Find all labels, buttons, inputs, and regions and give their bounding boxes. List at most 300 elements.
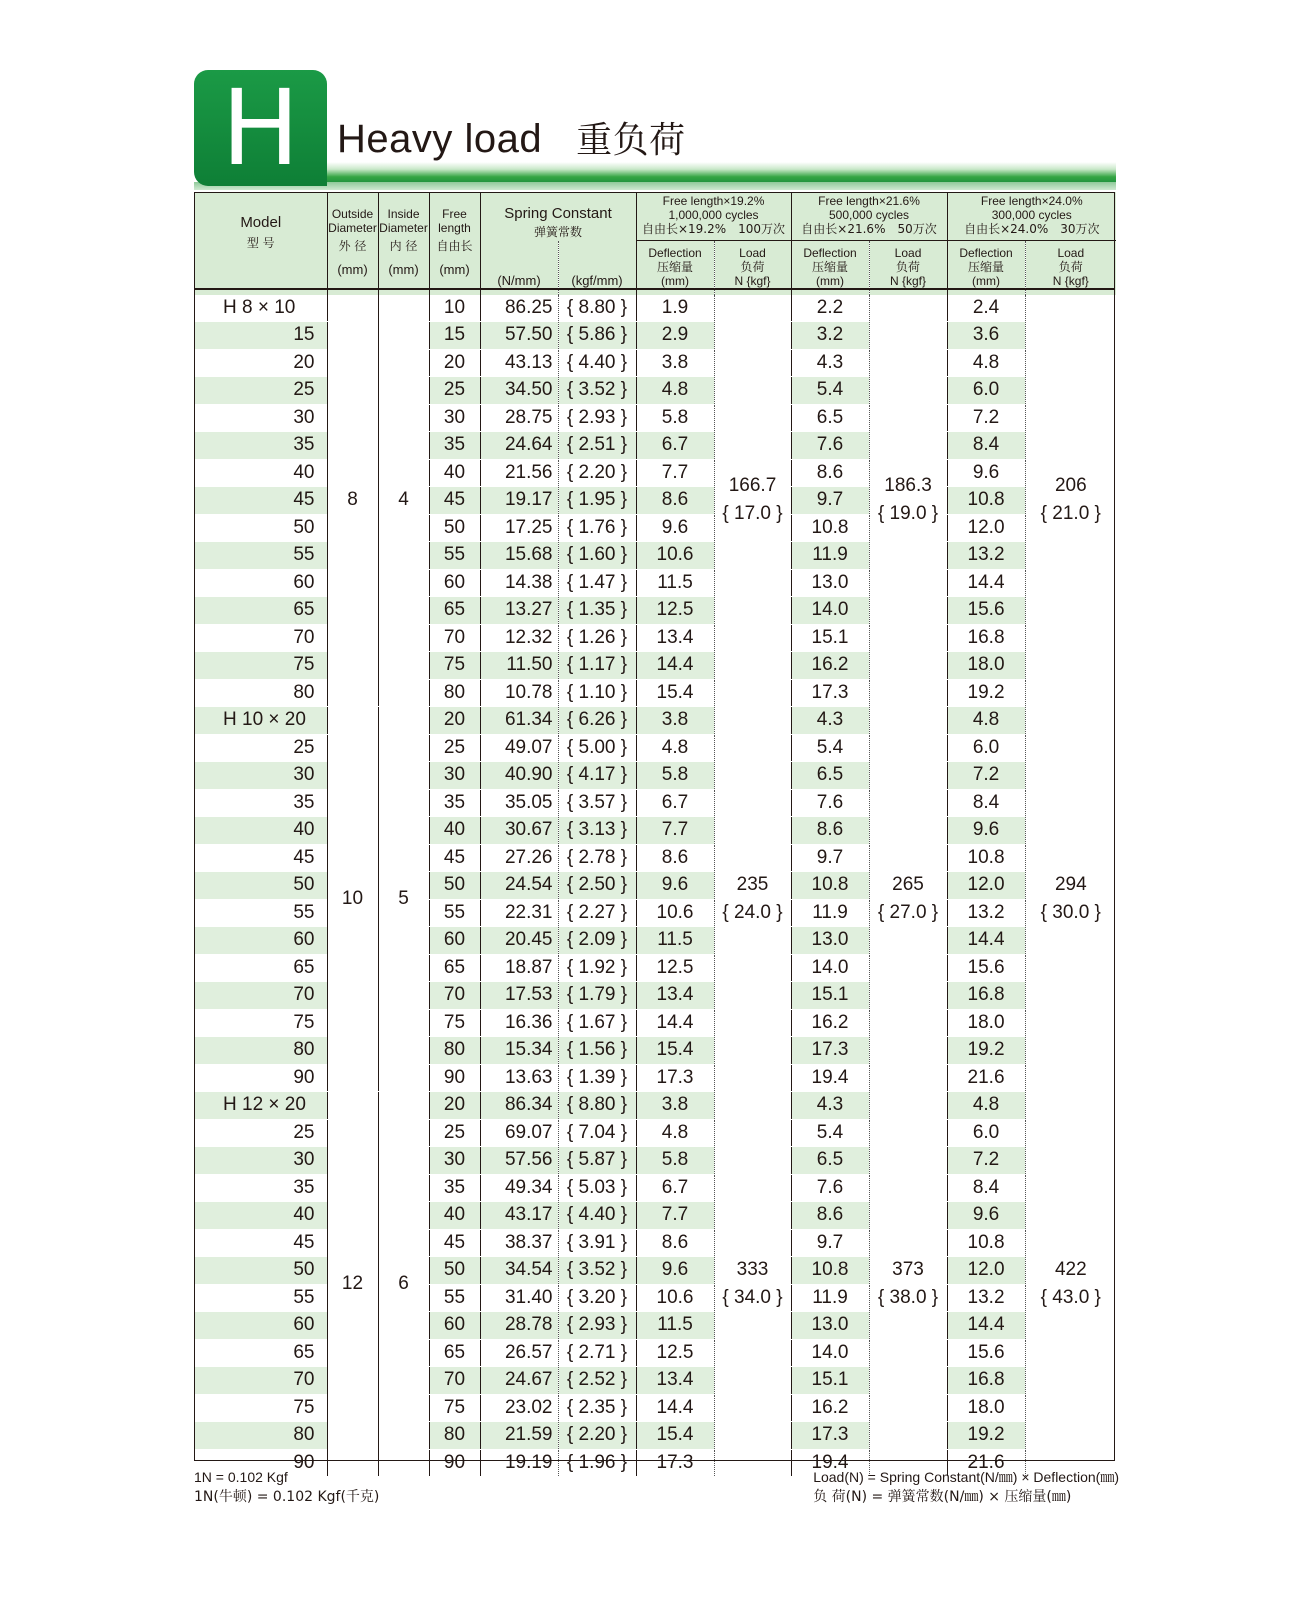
- deflection-cell-2: 6.5: [791, 404, 869, 432]
- model-cell: 80: [195, 1037, 327, 1065]
- deflection-cell-1: 10.6: [636, 542, 714, 570]
- deflection-cell-2: 2.2: [791, 295, 869, 322]
- load-cell-3: [1025, 707, 1116, 1092]
- spring-constant-n-cell: 30.67: [480, 817, 558, 845]
- col-spring-constant-n-unit: (N/mm): [480, 241, 558, 295]
- deflection-cell-2: 11.9: [791, 1284, 869, 1312]
- load-n-value: 422: [1054, 1259, 1087, 1280]
- model-cell: 60: [195, 569, 327, 597]
- deflection-cell-2: 16.2: [791, 1394, 869, 1422]
- model-cell: 25: [195, 734, 327, 762]
- free-length-cell: 10: [429, 295, 480, 322]
- group-header-3: Free length×24.0% 300,000 cycles 自由长×24.0% 30万次: [947, 192, 1116, 241]
- deflection-cell-2: 15.1: [791, 624, 869, 652]
- footer-formula-en: Load(N) = Spring Constant(N/㎜) × Deflection(㎜): [813, 1469, 1119, 1485]
- deflection-cell-2: 4.3: [791, 349, 869, 377]
- model-cell: 90: [195, 1449, 327, 1477]
- deflection-cell-3: 14.4: [947, 569, 1025, 597]
- col-deflection-3: Deflection 压缩量 (mm): [947, 241, 1025, 295]
- free-length-cell: 75: [429, 652, 480, 680]
- spring-constant-kgf-cell: { 2.71 }: [558, 1339, 636, 1367]
- deflection-cell-1: 17.3: [636, 1449, 714, 1477]
- spring-constant-n-cell: 10.78: [480, 679, 558, 707]
- model-cell: 45: [195, 1229, 327, 1257]
- free-length-cell: 65: [429, 1339, 480, 1367]
- spring-constant-kgf-cell: { 7.04 }: [558, 1119, 636, 1147]
- free-length-cell: 60: [429, 569, 480, 597]
- footer-formula: [813, 1467, 1119, 1507]
- model-cell: 50: [195, 1257, 327, 1285]
- deflection-cell-2: 19.4: [791, 1064, 869, 1092]
- spring-constant-n-cell: 27.26: [480, 844, 558, 872]
- free-length-cell: 90: [429, 1449, 480, 1477]
- free-length-cell: 50: [429, 514, 480, 542]
- category-letter-badge: H: [194, 70, 327, 186]
- spring-constant-n-cell: 57.50: [480, 322, 558, 350]
- deflection-cell-3: 8.4: [947, 432, 1025, 460]
- col-model: [195, 192, 327, 295]
- free-length-cell: 25: [429, 377, 480, 405]
- spring-constant-kgf-cell: { 8.80 }: [558, 1092, 636, 1120]
- free-length-cell: 70: [429, 624, 480, 652]
- spring-constant-kgf-cell: { 5.00 }: [558, 734, 636, 762]
- free-length-cell: 35: [429, 789, 480, 817]
- outside-diameter-cell: 8: [327, 295, 378, 707]
- deflection-cell-1: 14.4: [636, 652, 714, 680]
- spring-constant-n-cell: 38.37: [480, 1229, 558, 1257]
- load-cell-2: [869, 295, 947, 707]
- spring-constant-kgf-cell: { 2.50 }: [558, 872, 636, 900]
- spring-constant-n-cell: 34.50: [480, 377, 558, 405]
- outside-diameter-cell: 12: [327, 1092, 378, 1477]
- deflection-cell-2: 8.6: [791, 1202, 869, 1230]
- spring-constant-n-cell: 21.59: [480, 1422, 558, 1450]
- deflection-cell-3: 19.2: [947, 679, 1025, 707]
- model-cell: 30: [195, 762, 327, 790]
- load-n-value: 373: [892, 1259, 924, 1280]
- load-cell-1: [714, 707, 791, 1092]
- deflection-cell-2: 15.1: [791, 1367, 869, 1395]
- free-length-cell: 30: [429, 762, 480, 790]
- model-cell: 35: [195, 432, 327, 460]
- col-deflection-1: Deflection 压缩量 (mm): [636, 241, 714, 295]
- free-length-cell: 45: [429, 487, 480, 515]
- spring-constant-n-cell: 14.38: [480, 569, 558, 597]
- footer-note-en: 1N = 0.102 Kgf: [194, 1469, 288, 1485]
- model-cell: 35: [195, 1174, 327, 1202]
- model-cell: 75: [195, 652, 327, 680]
- free-length-cell: 45: [429, 844, 480, 872]
- model-cell: 55: [195, 1284, 327, 1312]
- deflection-cell-1: 14.4: [636, 1394, 714, 1422]
- header-band: [194, 182, 1116, 190]
- deflection-cell-1: 10.6: [636, 899, 714, 927]
- deflection-cell-3: 12.0: [947, 514, 1025, 542]
- free-length-cell: 25: [429, 734, 480, 762]
- deflection-cell-3: 12.0: [947, 1257, 1025, 1285]
- load-kgf-value: { 19.0 }: [877, 503, 939, 525]
- deflection-cell-3: 21.6: [947, 1449, 1025, 1477]
- page-title-cn: 重负荷: [576, 120, 686, 161]
- deflection-cell-1: 13.4: [636, 624, 714, 652]
- model-cell: 35: [195, 789, 327, 817]
- deflection-cell-1: 1.9: [636, 295, 714, 322]
- deflection-cell-3: 9.6: [947, 459, 1025, 487]
- deflection-cell-1: 4.8: [636, 377, 714, 405]
- spring-constant-n-cell: 57.56: [480, 1147, 558, 1175]
- load-kgf-value: { 27.0 }: [877, 902, 939, 923]
- footer-formula-cn: 负 荷(N) = 弹簧常数(N/㎜) × 压缩量(㎜): [813, 1489, 1072, 1505]
- deflection-cell-2: 5.4: [791, 734, 869, 762]
- load-n-value: 235: [736, 874, 769, 895]
- model-cell: 60: [195, 1312, 327, 1340]
- deflection-cell-2: 10.8: [791, 1257, 869, 1285]
- spring-constant-n-cell: 19.17: [480, 487, 558, 515]
- spring-constant-kgf-cell: { 4.40 }: [558, 1202, 636, 1230]
- free-length-cell: 45: [429, 1229, 480, 1257]
- deflection-cell-3: 6.0: [947, 377, 1025, 405]
- deflection-cell-1: 8.6: [636, 844, 714, 872]
- footer-note-cn: 1N(牛顿) = 0.102 Kgf(千克): [194, 1489, 380, 1505]
- deflection-cell-2: 4.3: [791, 707, 869, 735]
- deflection-cell-1: 6.7: [636, 432, 714, 460]
- spring-constant-kgf-cell: { 2.20 }: [558, 1422, 636, 1450]
- model-cell: H 10 × 20: [195, 707, 327, 735]
- deflection-cell-2: 9.7: [791, 487, 869, 515]
- model-cell: 50: [195, 514, 327, 542]
- deflection-cell-3: 2.4: [947, 295, 1025, 322]
- spring-constant-n-cell: 40.90: [480, 762, 558, 790]
- free-length-cell: 50: [429, 872, 480, 900]
- deflection-cell-1: 17.3: [636, 1064, 714, 1092]
- page-title: [337, 114, 686, 166]
- deflection-cell-2: 5.4: [791, 1119, 869, 1147]
- load-n-value: 265: [892, 874, 924, 895]
- deflection-cell-3: 6.0: [947, 734, 1025, 762]
- spring-constant-kgf-cell: { 1.35 }: [558, 597, 636, 625]
- deflection-cell-2: 9.7: [791, 1229, 869, 1257]
- spring-constant-kgf-cell: { 2.93 }: [558, 404, 636, 432]
- deflection-cell-1: 13.4: [636, 1367, 714, 1395]
- spring-constant-kgf-cell: { 1.96 }: [558, 1449, 636, 1477]
- deflection-cell-3: 18.0: [947, 1394, 1025, 1422]
- free-length-cell: 20: [429, 349, 480, 377]
- deflection-cell-3: 19.2: [947, 1422, 1025, 1450]
- spring-constant-n-cell: 17.53: [480, 982, 558, 1010]
- model-cell: 40: [195, 459, 327, 487]
- header-separator: [194, 288, 1115, 290]
- free-length-cell: 65: [429, 954, 480, 982]
- free-length-cell: 30: [429, 404, 480, 432]
- deflection-cell-1: 15.4: [636, 1422, 714, 1450]
- deflection-cell-2: 8.6: [791, 459, 869, 487]
- spring-constant-n-cell: 43.17: [480, 1202, 558, 1230]
- deflection-cell-1: 12.5: [636, 1339, 714, 1367]
- spring-constant-n-cell: 86.25: [480, 295, 558, 322]
- model-cell: 25: [195, 377, 327, 405]
- model-cell: 70: [195, 624, 327, 652]
- deflection-cell-3: 9.6: [947, 817, 1025, 845]
- deflection-cell-3: 13.2: [947, 899, 1025, 927]
- spring-constant-kgf-cell: { 1.60 }: [558, 542, 636, 570]
- deflection-cell-3: 4.8: [947, 1092, 1025, 1120]
- spring-constant-kgf-cell: { 1.26 }: [558, 624, 636, 652]
- spring-constant-n-cell: 17.25: [480, 514, 558, 542]
- free-length-cell: 60: [429, 1312, 480, 1340]
- spring-constant-n-cell: 13.63: [480, 1064, 558, 1092]
- table-row: [195, 1092, 1116, 1120]
- deflection-cell-2: 13.0: [791, 569, 869, 597]
- table-row: [195, 295, 1116, 322]
- deflection-cell-1: 8.6: [636, 487, 714, 515]
- free-length-cell: 55: [429, 1284, 480, 1312]
- spring-constant-n-cell: 16.36: [480, 1009, 558, 1037]
- group-header-2: Free length×21.6% 500,000 cycles 自由长×21.6% 50万次: [791, 192, 947, 241]
- deflection-cell-3: 16.8: [947, 624, 1025, 652]
- col-load-1: Load 负荷 N {kgf}: [714, 241, 791, 295]
- outside-diameter-cell: 10: [327, 707, 378, 1092]
- spring-constant-kgf-cell: { 4.17 }: [558, 762, 636, 790]
- spring-constant-n-cell: 28.78: [480, 1312, 558, 1340]
- deflection-cell-1: 12.5: [636, 597, 714, 625]
- model-cell: 70: [195, 1367, 327, 1395]
- spring-constant-kgf-cell: { 1.79 }: [558, 982, 636, 1010]
- deflection-cell-3: 7.2: [947, 762, 1025, 790]
- deflection-cell-3: 8.4: [947, 1174, 1025, 1202]
- free-length-cell: 20: [429, 1092, 480, 1120]
- col-spring-constant: Spring Constant 弹簧常数: [480, 192, 636, 241]
- spring-constant-kgf-cell: { 3.52 }: [558, 1257, 636, 1285]
- model-cell: 30: [195, 404, 327, 432]
- spring-constant-n-cell: 86.34: [480, 1092, 558, 1120]
- model-cell: 25: [195, 1119, 327, 1147]
- model-cell: 75: [195, 1009, 327, 1037]
- model-cell: 45: [195, 487, 327, 515]
- spring-constant-kgf-cell: { 3.57 }: [558, 789, 636, 817]
- spring-constant-kgf-cell: { 8.80 }: [558, 295, 636, 322]
- spring-constant-kgf-cell: { 1.47 }: [558, 569, 636, 597]
- load-kgf-value: { 21.0 }: [1040, 503, 1101, 525]
- spring-constant-n-cell: 61.34: [480, 707, 558, 735]
- free-length-cell: 70: [429, 1367, 480, 1395]
- inside-diameter-cell: 4: [378, 295, 429, 707]
- free-length-cell: 80: [429, 679, 480, 707]
- inside-diameter-cell: 5: [378, 707, 429, 1092]
- spring-constant-n-cell: 24.64: [480, 432, 558, 460]
- free-length-cell: 60: [429, 927, 480, 955]
- spring-constant-kgf-cell: { 2.27 }: [558, 899, 636, 927]
- deflection-cell-3: 6.0: [947, 1119, 1025, 1147]
- model-cell: 30: [195, 1147, 327, 1175]
- deflection-cell-3: 14.4: [947, 927, 1025, 955]
- model-cell: 20: [195, 349, 327, 377]
- deflection-cell-2: 14.0: [791, 597, 869, 625]
- deflection-cell-1: 11.5: [636, 1312, 714, 1340]
- table-row: [195, 707, 1116, 735]
- deflection-cell-3: 10.8: [947, 487, 1025, 515]
- load-cell-1: [714, 295, 791, 707]
- free-length-cell: 90: [429, 1064, 480, 1092]
- free-length-cell: 55: [429, 899, 480, 927]
- deflection-cell-2: 5.4: [791, 377, 869, 405]
- deflection-cell-3: 4.8: [947, 707, 1025, 735]
- deflection-cell-2: 17.3: [791, 1037, 869, 1065]
- deflection-cell-2: 7.6: [791, 432, 869, 460]
- spring-constant-n-cell: 28.75: [480, 404, 558, 432]
- load-kgf-value: { 43.0 }: [1040, 1287, 1101, 1308]
- spring-constant-n-cell: 15.68: [480, 542, 558, 570]
- spring-constant-kgf-cell: { 2.78 }: [558, 844, 636, 872]
- spring-constant-n-cell: 49.34: [480, 1174, 558, 1202]
- deflection-cell-2: 17.3: [791, 1422, 869, 1450]
- deflection-cell-2: 14.0: [791, 1339, 869, 1367]
- spring-constant-n-cell: 31.40: [480, 1284, 558, 1312]
- load-cell-2: [869, 707, 947, 1092]
- model-cell: 80: [195, 1422, 327, 1450]
- deflection-cell-3: 14.4: [947, 1312, 1025, 1340]
- deflection-cell-2: 6.5: [791, 1147, 869, 1175]
- spring-constant-n-cell: 15.34: [480, 1037, 558, 1065]
- model-cell: 90: [195, 1064, 327, 1092]
- deflection-cell-1: 7.7: [636, 459, 714, 487]
- free-length-cell: 80: [429, 1037, 480, 1065]
- spring-constant-n-cell: 34.54: [480, 1257, 558, 1285]
- deflection-cell-1: 6.7: [636, 789, 714, 817]
- deflection-cell-2: 11.9: [791, 899, 869, 927]
- deflection-cell-3: 9.6: [947, 1202, 1025, 1230]
- free-length-cell: 25: [429, 1119, 480, 1147]
- free-length-cell: 15: [429, 322, 480, 350]
- deflection-cell-2: 10.8: [791, 872, 869, 900]
- model-cell: 55: [195, 899, 327, 927]
- spring-constant-kgf-cell: { 2.09 }: [558, 927, 636, 955]
- col-outside-diameter: Outside Diameter 外 径 (mm): [327, 192, 378, 295]
- spring-constant-kgf-cell: { 2.20 }: [558, 459, 636, 487]
- spring-constant-n-cell: 18.87: [480, 954, 558, 982]
- spring-constant-kgf-cell: { 2.93 }: [558, 1312, 636, 1340]
- spring-constant-kgf-cell: { 1.10 }: [558, 679, 636, 707]
- deflection-cell-1: 9.6: [636, 514, 714, 542]
- free-length-cell: 40: [429, 459, 480, 487]
- load-kgf-value: { 30.0 }: [1040, 902, 1101, 923]
- spec-table-body: [195, 295, 1116, 1477]
- model-cell: 45: [195, 844, 327, 872]
- deflection-cell-1: 10.6: [636, 1284, 714, 1312]
- deflection-cell-1: 9.6: [636, 872, 714, 900]
- spring-constant-n-cell: 21.56: [480, 459, 558, 487]
- free-length-cell: 55: [429, 542, 480, 570]
- model-cell: 75: [195, 1394, 327, 1422]
- model-cell: 70: [195, 982, 327, 1010]
- deflection-cell-2: 6.5: [791, 762, 869, 790]
- load-n-value: 206: [1054, 475, 1087, 497]
- deflection-cell-3: 8.4: [947, 789, 1025, 817]
- deflection-cell-3: 10.8: [947, 844, 1025, 872]
- load-cell-2: [869, 1092, 947, 1477]
- deflection-cell-1: 11.5: [636, 569, 714, 597]
- spring-constant-n-cell: 12.32: [480, 624, 558, 652]
- deflection-cell-1: 15.4: [636, 679, 714, 707]
- spring-constant-kgf-cell: { 6.26 }: [558, 707, 636, 735]
- spring-constant-kgf-cell: { 2.35 }: [558, 1394, 636, 1422]
- spring-constant-n-cell: 49.07: [480, 734, 558, 762]
- deflection-cell-3: 7.2: [947, 404, 1025, 432]
- free-length-cell: 40: [429, 1202, 480, 1230]
- load-n-value: 294: [1054, 874, 1087, 895]
- deflection-cell-1: 8.6: [636, 1229, 714, 1257]
- deflection-cell-1: 7.7: [636, 1202, 714, 1230]
- deflection-cell-2: 8.6: [791, 817, 869, 845]
- deflection-cell-2: 4.3: [791, 1092, 869, 1120]
- model-cell: 60: [195, 927, 327, 955]
- spring-constant-kgf-cell: { 4.40 }: [558, 349, 636, 377]
- deflection-cell-2: 17.3: [791, 679, 869, 707]
- spring-constant-kgf-cell: { 3.13 }: [558, 817, 636, 845]
- deflection-cell-3: 21.6: [947, 1064, 1025, 1092]
- deflection-cell-2: 16.2: [791, 1009, 869, 1037]
- deflection-cell-1: 9.6: [636, 1257, 714, 1285]
- spring-constant-kgf-cell: { 5.87 }: [558, 1147, 636, 1175]
- deflection-cell-3: 13.2: [947, 542, 1025, 570]
- free-length-cell: 75: [429, 1009, 480, 1037]
- model-cell: 40: [195, 817, 327, 845]
- deflection-cell-1: 15.4: [636, 1037, 714, 1065]
- load-n-value: 333: [736, 1259, 769, 1280]
- spring-constant-kgf-cell: { 3.20 }: [558, 1284, 636, 1312]
- spring-constant-n-cell: 11.50: [480, 652, 558, 680]
- deflection-cell-1: 2.9: [636, 322, 714, 350]
- deflection-cell-1: 12.5: [636, 954, 714, 982]
- load-cell-3: [1025, 1092, 1116, 1477]
- deflection-cell-1: 5.8: [636, 762, 714, 790]
- deflection-cell-3: 19.2: [947, 1037, 1025, 1065]
- free-length-cell: 35: [429, 432, 480, 460]
- deflection-cell-2: 9.7: [791, 844, 869, 872]
- spring-constant-n-cell: 43.13: [480, 349, 558, 377]
- deflection-cell-3: 18.0: [947, 652, 1025, 680]
- free-length-cell: 40: [429, 817, 480, 845]
- page-title-en: Heavy load: [337, 117, 543, 161]
- inside-diameter-cell: 6: [378, 1092, 429, 1477]
- deflection-cell-1: 3.8: [636, 707, 714, 735]
- free-length-cell: 65: [429, 597, 480, 625]
- deflection-cell-2: 13.0: [791, 1312, 869, 1340]
- spring-constant-n-cell: 69.07: [480, 1119, 558, 1147]
- spring-constant-n-cell: 23.02: [480, 1394, 558, 1422]
- model-cell: 15: [195, 322, 327, 350]
- deflection-cell-1: 3.8: [636, 349, 714, 377]
- footer-conversion-note: [194, 1467, 379, 1507]
- deflection-cell-3: 12.0: [947, 872, 1025, 900]
- deflection-cell-3: 13.2: [947, 1284, 1025, 1312]
- model-cell: 80: [195, 679, 327, 707]
- free-length-cell: 50: [429, 1257, 480, 1285]
- deflection-cell-1: 13.4: [636, 982, 714, 1010]
- deflection-cell-3: 4.8: [947, 349, 1025, 377]
- deflection-cell-1: 5.8: [636, 404, 714, 432]
- spring-constant-kgf-cell: { 5.03 }: [558, 1174, 636, 1202]
- model-cell: 55: [195, 542, 327, 570]
- load-kgf-value: { 34.0 }: [722, 1287, 783, 1308]
- group-header-1: Free length×19.2% 1,000,000 cycles 自由长×19.2% 100万次: [636, 192, 791, 241]
- free-length-cell: 75: [429, 1394, 480, 1422]
- model-cell: 65: [195, 954, 327, 982]
- load-kgf-value: { 38.0 }: [877, 1287, 939, 1308]
- spring-constant-n-cell: 19.19: [480, 1449, 558, 1477]
- deflection-cell-2: 3.2: [791, 322, 869, 350]
- deflection-cell-3: 3.6: [947, 322, 1025, 350]
- deflection-cell-2: 7.6: [791, 1174, 869, 1202]
